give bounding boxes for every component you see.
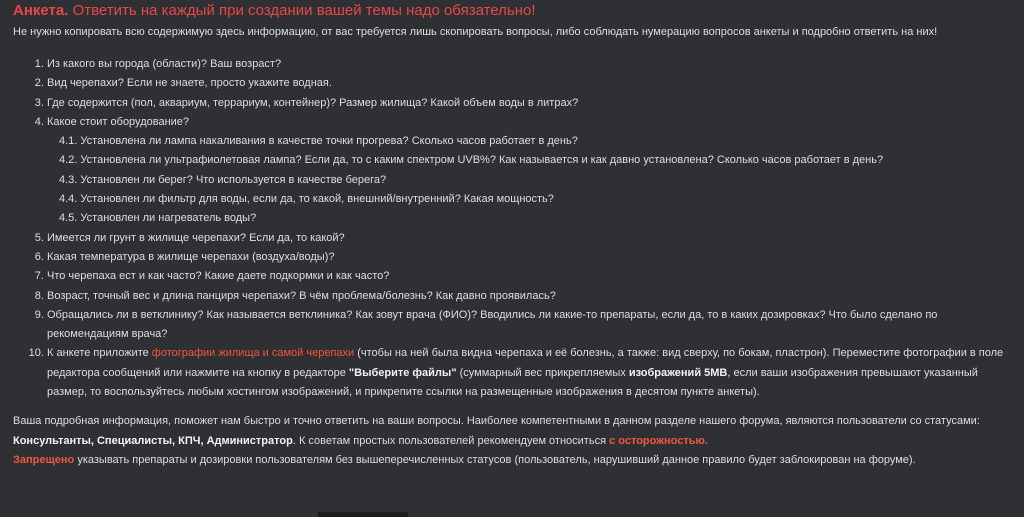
footer-note xyxy=(13,412,1019,470)
list-item: 8. Возраст, точный вес и длина панциря черепахи? В чём проблема/болезнь? Как давно проявилась? xyxy=(47,287,1019,306)
photos-highlight: фотографии жилища и самой черепахи xyxy=(151,347,355,360)
footer-paragraph: Ваша подробная информация, поможет нам быстро и точно ответить на ваши вопросы. Наиболее компетентными в данном разделе нашего форума, являются пользователи со статусами: Консультанты, Специалисты, КПЧ, Администратор. К советам простых пользователей рекомендуем относиться с осторожностью. xyxy=(13,415,980,447)
list-item: 6. Какая температура в жилище черепахи (воздуха/воды)? xyxy=(47,248,1019,267)
prohibited-label: Запрещено xyxy=(13,453,75,466)
list-item: 7. Что черепаха ест и как часто? Какие даете подкормки и как часто? xyxy=(47,267,1019,286)
page-title xyxy=(13,1,1019,20)
image-size-limit: изображений 5MB xyxy=(628,366,728,379)
scroll-indicator xyxy=(318,512,408,517)
equipment-sublist xyxy=(47,132,1019,228)
questionnaire-list xyxy=(13,55,1019,402)
list-item: 4. Какое стоит оборудование? 4.1. Установлена ли лампа накаливания в качестве точки прогрева? Сколько часов работает в день? 4.2. Установлена ли ультрафиолетовая лампа? Если да, то с каким спектром UVB%? Как называется и как давно установлена? Сколько часов работает в день? 4.3. Установлен ли берег? Что используется в качестве берега? 4.4. Установлен ли фильтр для воды, если да, то какой, внешний/внутренний? Какая мощность? 4.5. Установлен ли нагреватель воды? xyxy=(47,113,1019,229)
choose-files-text: "Выберите файлы" xyxy=(348,366,457,379)
list-item: 2. Вид черепахи? Если не знаете, просто укажите водная. xyxy=(47,74,1019,93)
list-item: 3. Где содержится (пол, аквариум, террариум, контейнер)? Размер жилища? Какой объем воды в литрах? xyxy=(47,94,1019,113)
list-item: 5. Имеется ли грунт в жилище черепахи? Если да, то какой? xyxy=(47,229,1019,248)
title-label: Анкета. xyxy=(13,2,69,19)
list-item: 9. Обращались ли в ветклинику? Как называется ветклиника? Как зовут врача (ФИО)? Вводились ли какие-то препараты, если да, то в каких дозировках? Что было сделано по рекомендациям врача? xyxy=(47,306,1019,345)
sub-list-item: 4.1. Установлена ли лампа накаливания в качестве точки прогрева? Сколько часов работает в день? xyxy=(59,135,578,148)
sub-list-item: 4.3. Установлен ли берег? Что используется в качестве берега? xyxy=(59,173,387,186)
sub-list-item: 4.2. Установлена ли ультрафиолетовая лампа? Если да, то с каким спектром UVB%? Как называется и как давно установлена? Сколько часов работает в день? xyxy=(59,154,884,167)
caution-text: с осторожностью. xyxy=(609,434,708,447)
status-list: Консультанты, Специалисты, КПЧ, Администратор xyxy=(13,434,293,447)
list-item: 10. К анкете приложите фотографии жилища и самой черепахи (чтобы на ней была видна черепаха и её болезнь, а также: вид сверху, по бокам, пластрон). Переместите фотографии в поле редактора сообщений или нажмите на кнопку в редакторе "Выберите файлы" (суммарный вес прикрепляемых изображений 5MB, если ваши изображения превышают указанный размер, то воспользуйтесь любым хостингом изображений, и прикрепите ссылки на размещенные изображения в десятом пункте анкеты). xyxy=(47,344,1019,402)
forum-post-content xyxy=(13,0,1019,470)
title-text: Ответить на каждый при создании вашей темы надо обязательно! xyxy=(72,2,536,19)
list-item: 1. Из какого вы города (области)? Ваш возраст? xyxy=(47,55,1019,74)
prohibition-paragraph: Запрещено указывать препараты и дозировки пользователям без вышеперечисленных статусов (пользователь, нарушивший данное правило будет заблокирован на форуме). xyxy=(13,453,916,466)
sub-list-item: 4.5. Установлен ли нагреватель воды? xyxy=(59,212,257,225)
intro-text: Не нужно копировать всю содержимую здесь информацию, от вас требуется лишь скопировать вопросы, либо соблюдать нумерацию вопросов анкеты и подробно ответить на них! xyxy=(13,26,938,38)
sub-list-item: 4.4. Установлен ли фильтр для воды, если да, то какой, внешний/внутренний? Какая мощность? xyxy=(59,193,554,206)
